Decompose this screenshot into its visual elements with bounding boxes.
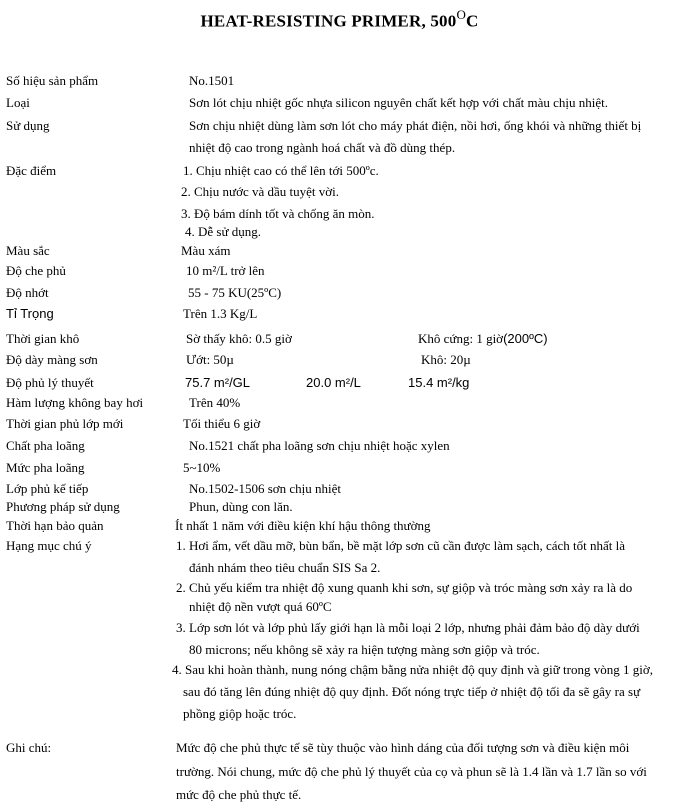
label-color: Màu sắc xyxy=(6,243,50,258)
note-4-line2: sau đó tăng lên đúng nhiệt độ quy định. Đốt nóng trực tiếp ở nhiệt độ tối đa sẽ gây ra sự xyxy=(183,684,641,699)
label-type: Loại xyxy=(6,95,30,110)
label-application-method: Phương pháp sử dụng xyxy=(6,499,120,514)
note-4-line1: 4. Sau khi hoàn thành, nung nóng chậm bằng nửa nhiệt độ quy định và giữ trong vòng 1 giờ, xyxy=(172,662,653,677)
feature-item: 4. Dễ sử dụng. xyxy=(185,224,262,239)
remark-line2: trường. Nói chung, mức độ che phủ lý thuyết của cọ và phun sẽ là 1.4 lần và 1.7 lần so với xyxy=(176,764,647,779)
note-3-line2: 80 microns; nếu không sẽ xảy ra hiện tượng màng sơn giộp và tróc. xyxy=(189,642,540,657)
label-remark: Ghi chú: xyxy=(6,740,52,755)
value-type: Sơn lót chịu nhiệt gốc nhựa silicon nguyên chất kết hợp với chất màu chịu nhiệt. xyxy=(189,95,609,110)
label-usage: Sử dụng xyxy=(6,118,50,133)
feature-item: 2. Chịu nước và dầu tuyệt vời. xyxy=(181,184,339,199)
value-nonvolatile: Trên 40% xyxy=(189,395,241,410)
value-recoat-time: Tối thiểu 6 giờ xyxy=(183,416,261,431)
note-2-line1: 2. Chủ yếu kiểm tra nhiệt độ xung quanh khi sơn, sự giộp và tróc màng sơn xảy ra là do xyxy=(176,580,633,595)
note-1-line2: đánh nhám theo tiêu chuẩn SIS Sa 2. xyxy=(189,560,381,575)
degree-symbol: O xyxy=(456,7,467,22)
value-color: Màu xám xyxy=(181,243,231,258)
label-film-thickness: Độ dày màng sơn xyxy=(6,352,98,367)
label-coverage: Độ che phủ xyxy=(6,263,66,278)
value-thinner: No.1521 chất pha loãng sơn chịu nhiệt hoặc xylen xyxy=(189,438,450,453)
value-coverage-kg: 15.4 m²/kg xyxy=(408,375,470,390)
value-specific-gravity: Trên 1.3 Kg/L xyxy=(183,306,258,321)
remark-line1: Mức độ che phủ thực tế sẽ tùy thuộc vào hình dáng của đối tượng sơn và điều kiện môi xyxy=(176,740,630,755)
label-theoretical-coverage: Độ phủ lý thuyết xyxy=(6,375,94,390)
feature-item: 3. Độ bám dính tốt và chống ăn mòn. xyxy=(181,206,375,221)
label-thinning-ratio: Mức pha loãng xyxy=(6,460,85,475)
value-coverage: 10 m²/L trở lên xyxy=(186,263,265,278)
value-coverage-l: 20.0 m²/L xyxy=(306,375,361,390)
label-nonvolatile: Hàm lượng không bay hơi xyxy=(6,395,144,410)
value-product-no: No.1501 xyxy=(189,73,235,88)
page-title: HEAT-RESISTING PRIMER, $500^OC$ xyxy=(200,7,479,31)
label-specific-gravity: Tỉ Trọng xyxy=(6,306,54,321)
value-dry-thickness: Khô: 20µ xyxy=(421,352,471,367)
value-dry-touch: Sờ thấy khô: 0.5 giờ xyxy=(186,331,292,346)
value-dry-hard: Khô cứng: 1 giờ(200ºC) xyxy=(418,331,548,346)
label-viscosity: Độ nhớt xyxy=(6,285,49,300)
label-features: Đặc điểm xyxy=(6,163,57,178)
label-notes: Hạng mục chú ý xyxy=(6,538,92,553)
label-next-coat: Lớp phủ kế tiếp xyxy=(6,481,89,496)
note-4-line3: phồng giộp hoặc tróc. xyxy=(183,706,297,721)
value-application-method: Phun, dùng con lăn. xyxy=(189,499,293,514)
value-viscosity: 55 - 75 KU(25ºC) xyxy=(188,285,282,300)
remark-line3: mức độ che phủ thực tế. xyxy=(176,787,302,802)
value-shelf-life: Ít nhất 1 năm với điều kiện khí hậu thông thường xyxy=(175,518,431,533)
value-usage-line1: Sơn chịu nhiệt dùng làm sơn lót cho máy phát điện, nồi hơi, ống khói và những thiết bị xyxy=(189,118,642,133)
value-wet-thickness: Ướt: 50µ xyxy=(186,352,234,367)
feature-item: 1. Chịu nhiệt cao có thể lên tới 500ºc. xyxy=(183,163,379,178)
label-thinner: Chất pha loãng xyxy=(6,438,85,453)
value-coverage-gl: 75.7 m²/GL xyxy=(185,375,251,390)
note-2-line2: nhiệt độ nền vượt quá 60ºC xyxy=(189,599,332,614)
value-usage-line2: nhiệt độ cao trong ngành hoá chất và đồ dùng thép. xyxy=(189,140,456,155)
label-product-no: Số hiệu sản phẩm xyxy=(6,73,99,88)
label-shelf-life: Thời hạn bảo quản xyxy=(6,518,104,533)
note-3-line1: 3. Lớp sơn lót và lớp phủ lấy giới hạn là mỗi loại 2 lớp, nhưng phải đảm bảo độ dày dưới xyxy=(176,620,640,635)
label-dry-time: Thời gian khô xyxy=(6,331,80,346)
note-1-line1: 1. Hơi ẩm, vết dầu mỡ, bùn bẩn, bề mặt lớp sơn cũ cần được làm sạch, cách tốt nhất là xyxy=(176,538,625,553)
value-thinning-ratio: 5~10% xyxy=(183,460,221,475)
value-next-coat: No.1502-1506 sơn chịu nhiệt xyxy=(189,481,342,496)
label-recoat-time: Thời gian phủ lớp mới xyxy=(6,416,124,431)
